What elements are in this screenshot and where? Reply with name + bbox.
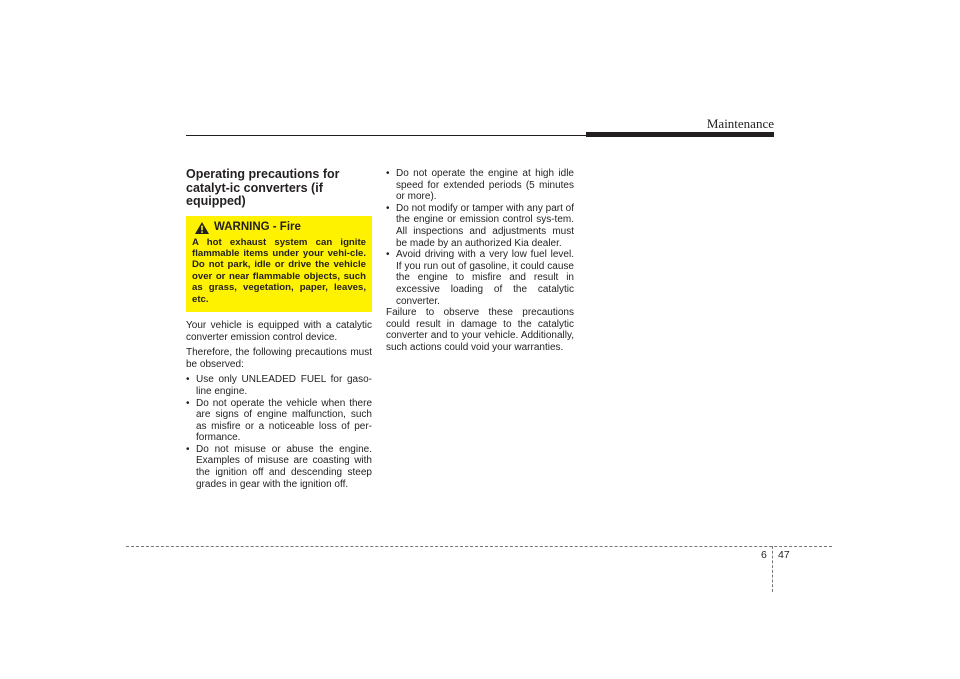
chapter-number: 6 xyxy=(761,549,767,561)
left-column xyxy=(186,168,372,490)
section-heading: Operating precautions for catalyt-ic converters (if equipped) xyxy=(186,167,340,208)
warning-triangle-icon xyxy=(195,222,209,234)
list-item: • Use only UNLEADED FUEL for gaso-line engine. xyxy=(186,374,372,397)
warning-text: A hot exhaust system can ignite flammable items under your vehi-cle. Do not park, idle or drive the vehicle over or near flammable objects, such as grass, vegetation, paper, leaves, etc. xyxy=(192,236,366,305)
footer-vertical-divider xyxy=(772,546,773,592)
precautions-intro: Therefore, the following precautions must be observed: xyxy=(186,347,372,370)
warning-title: WARNING - Fire xyxy=(214,220,301,233)
list-item: • Do not operate the vehicle when there are signs of engine malfunction, such as misfire or a noticeable loss of per-formance. xyxy=(186,398,372,444)
footer-divider xyxy=(126,546,832,547)
warning-box xyxy=(186,216,372,312)
precautions-list-right xyxy=(386,168,574,307)
list-item: • Avoid driving with a very low fuel level. If you run out of gasoline, it could cause the engine to misfire and result in excessive loading of the catalytic converter. xyxy=(386,249,574,307)
precautions-list-left xyxy=(186,374,372,490)
page-number: 47 xyxy=(778,549,790,561)
intro-paragraph: Your vehicle is equipped with a catalytic converter emission control device. xyxy=(186,319,372,343)
list-item: • Do not modify or tamper with any part of the engine or emission control sys-tem. All inspections and adjustments must be made by an authorized Kia dealer. xyxy=(386,203,574,249)
section-title: Maintenance xyxy=(706,116,774,131)
list-item: • Do not misuse or abuse the engine. Examples of misuse are coasting with the ignition off and descending steep grades in gear with the ignition off. xyxy=(186,444,372,490)
closing-paragraph: Failure to observe these precautions could result in damage to the catalytic converter and to your vehicle. Additionally, such actions could void your warranties. xyxy=(386,307,574,353)
header-rule xyxy=(186,135,586,136)
list-item: • Do not operate the engine at high idle speed for extended periods (5 minutes or more). xyxy=(386,168,574,203)
header-rule-thick xyxy=(586,132,774,137)
right-column xyxy=(386,168,574,358)
